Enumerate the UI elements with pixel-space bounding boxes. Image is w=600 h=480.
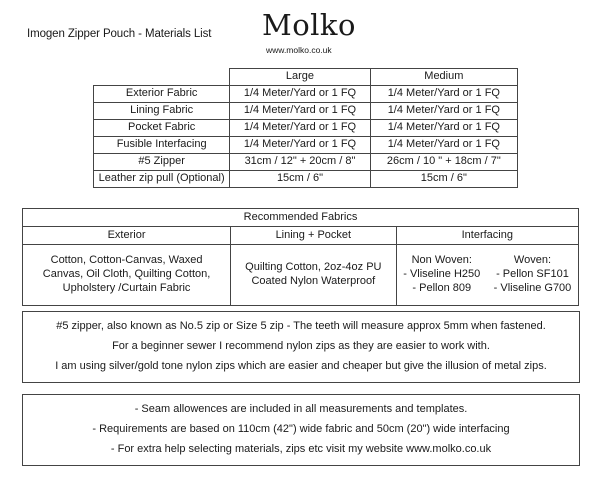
table-row xyxy=(94,137,518,154)
lining-line: Quilting Cotton, 2oz-4oz PU xyxy=(245,261,382,274)
row-large: 1/4 Meter/Yard or 1 FQ xyxy=(230,103,370,120)
brand-logo: Molko xyxy=(262,8,356,42)
row-item: Fusible Interfacing xyxy=(94,137,230,154)
row-medium: 1/4 Meter/Yard or 1 FQ xyxy=(370,103,517,120)
exterior-line: Cotton, Cotton-Canvas, Waxed xyxy=(50,254,203,267)
row-medium: 1/4 Meter/Yard or 1 FQ xyxy=(370,120,517,137)
row-large: 1/4 Meter/Yard or 1 FQ xyxy=(230,120,370,137)
row-item: Pocket Fabric xyxy=(94,120,230,137)
column-header-exterior: Exterior xyxy=(23,227,231,245)
woven-item: - Pellon SF101 xyxy=(496,268,569,281)
woven-label: Woven: xyxy=(513,254,552,267)
row-large: 1/4 Meter/Yard or 1 FQ xyxy=(230,86,370,103)
lining-line: Coated Nylon Waterproof xyxy=(251,275,376,287)
non-woven-label: Non Woven: xyxy=(411,254,472,267)
zipper-note: For a beginner sewer I recommend nylon zips as they are easier to work with. xyxy=(112,340,490,353)
non-woven-column xyxy=(403,254,480,295)
non-woven-item: - Vliseline H250 xyxy=(403,268,481,281)
requirements-note: - Requirements are based on 110cm (42") wide fabric and 50cm (20") wide interfacing xyxy=(92,423,510,436)
column-header-medium: Medium xyxy=(370,69,517,86)
woven-item: - Vliseline G700 xyxy=(493,281,572,294)
row-large: 1/4 Meter/Yard or 1 FQ xyxy=(230,137,370,154)
table-row xyxy=(94,103,518,120)
materials-header-row xyxy=(94,69,518,86)
requirements-note: - For extra help selecting materials, zips etc visit my website www.molko.co.uk xyxy=(110,442,492,455)
website-url: www.molko.co.uk xyxy=(266,45,332,55)
header-blank-cell xyxy=(94,69,230,86)
row-large: 31cm / 12" + 20cm / 8" xyxy=(230,154,370,171)
woven-column xyxy=(494,254,572,295)
exterior-line: Canvas, Oil Cloth, Quilting Cotton, xyxy=(42,268,211,281)
lining-fabrics-cell xyxy=(231,245,396,306)
table-row xyxy=(94,171,518,188)
requirements-notes-box xyxy=(22,394,580,466)
row-item: Leather zip pull (Optional) xyxy=(94,171,230,188)
interfacing-cell xyxy=(396,245,578,306)
zipper-notes-box xyxy=(22,311,580,383)
table-row xyxy=(94,86,518,103)
column-header-lining: Lining + Pocket xyxy=(231,227,396,245)
row-medium: 1/4 Meter/Yard or 1 FQ xyxy=(370,137,517,154)
table-row xyxy=(94,120,518,137)
row-large: 15cm / 6" xyxy=(230,171,370,188)
zipper-note: I am using silver/gold tone nylon zips which are easier and cheaper but give the illusion of metal zips. xyxy=(55,359,547,372)
row-medium: 15cm / 6" xyxy=(370,171,517,188)
column-header-interfacing: Interfacing xyxy=(396,227,578,245)
exterior-line: Upholstery /Curtain Fabric xyxy=(62,281,191,294)
row-item: Lining Fabric xyxy=(94,103,230,120)
exterior-fabrics-cell xyxy=(23,245,231,306)
materials-table xyxy=(93,68,518,188)
recommended-title: Recommended Fabrics xyxy=(23,209,579,227)
table-row xyxy=(94,154,518,171)
document-title: Imogen Zipper Pouch - Materials List xyxy=(27,28,212,40)
row-medium: 26cm / 10 " + 18cm / 7" xyxy=(370,154,517,171)
recommended-fabrics-table xyxy=(22,208,579,306)
row-medium: 1/4 Meter/Yard or 1 FQ xyxy=(370,86,517,103)
row-item: Exterior Fabric xyxy=(94,86,230,103)
zipper-note: #5 zipper, also known as No.5 zip or Size 5 zip - The teeth will measure approx 5mm when fastened. xyxy=(56,320,546,333)
row-item: #5 Zipper xyxy=(94,154,230,171)
requirements-note: - Seam allowences are included in all measurements and templates. xyxy=(134,403,468,416)
non-woven-item: - Pellon 809 xyxy=(412,281,472,294)
column-header-large: Large xyxy=(230,69,370,86)
